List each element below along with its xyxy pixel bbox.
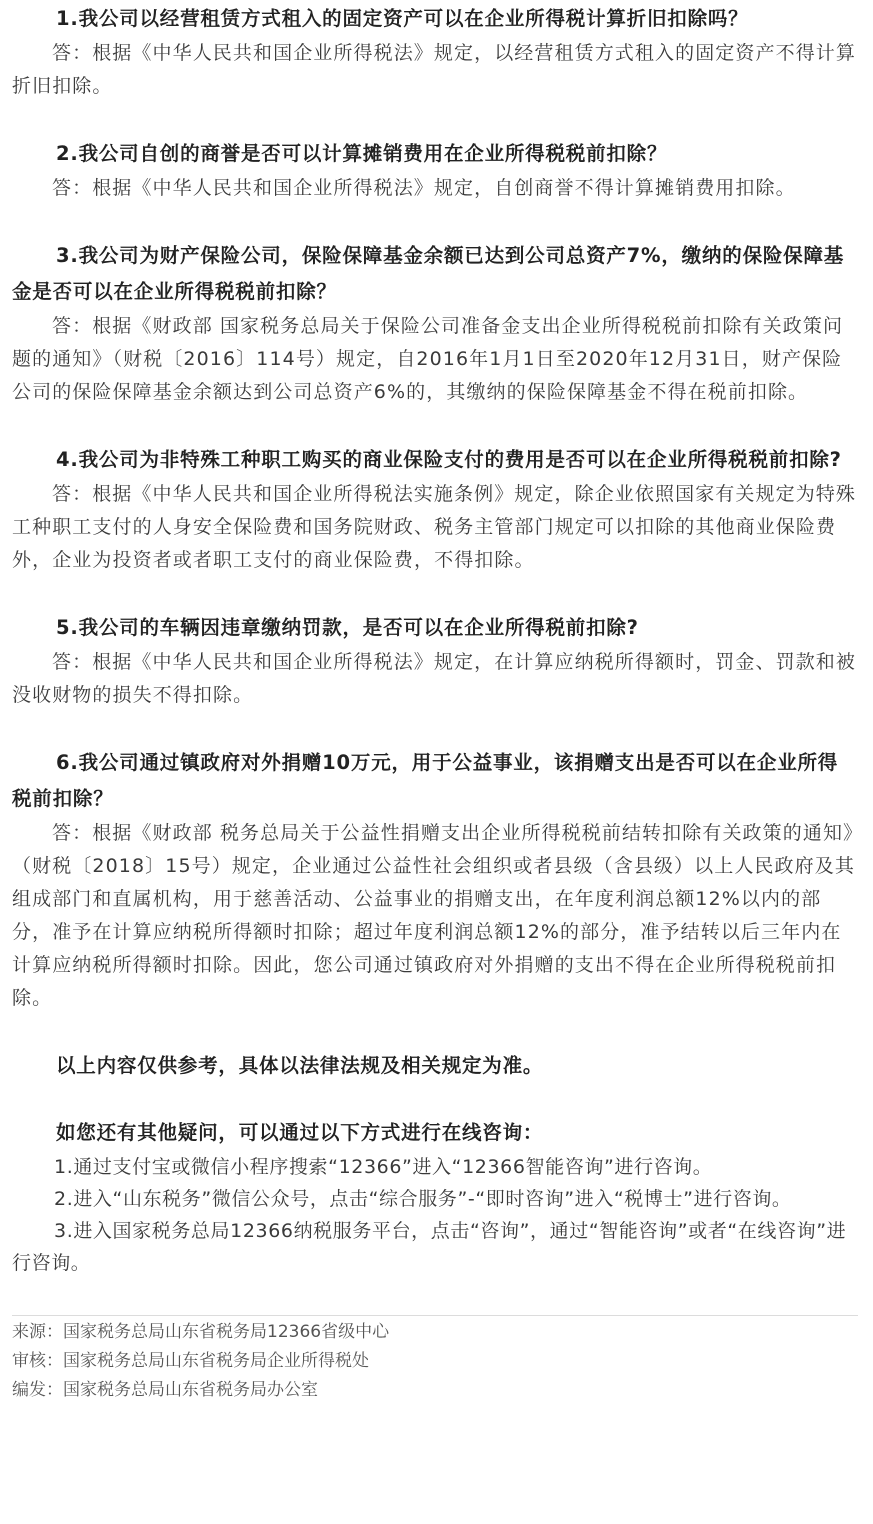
consult-heading: 如您还有其他疑问，可以通过以下方式进行在线咨询： bbox=[56, 1121, 544, 1144]
footer-source: 来源：国家税务总局山东省税务局12366省级中心 bbox=[12, 1322, 390, 1342]
answer-2: 答：根据《中华人民共和国企业所得税法》规定，自创商誉不得计算摊销费用扣除。 bbox=[52, 177, 796, 199]
disclaimer: 以上内容仅供参考，具体以法律法规及相关规定为准。 bbox=[56, 1054, 544, 1077]
answer-1: 答：根据《中华人民共和国企业所得税法》规定，以经营租赁方式租入的固定资产不得计算折旧扣除。 bbox=[12, 42, 857, 97]
footer-editor: 编发：国家税务总局山东省税务局办公室 bbox=[12, 1380, 318, 1400]
qa-item-4 bbox=[12, 442, 858, 577]
question-3: 3.我公司为财产保险公司，保险保障基金余额已达到公司总资产7%，缴纳的保险保障基金是否可以在企业所得税税前扣除？ bbox=[12, 244, 845, 303]
qa-item-2 bbox=[12, 136, 858, 205]
consult-section bbox=[12, 1115, 858, 1279]
footer bbox=[12, 1316, 858, 1405]
question-4: 4.我公司为非特殊工种职工购买的商业保险支付的费用是否可以在企业所得税税前扣除? bbox=[56, 448, 842, 471]
consult-way-2: 2.进入“山东税务”微信公众号，点击“综合服务”-“即时咨询”进入“税博士”进行咨询。 bbox=[54, 1188, 792, 1210]
consult-way-3: 3.进入国家税务总局12366纳税服务平台，点击“咨询”，通过“智能咨询”或者“在线咨询”进行咨询。 bbox=[12, 1220, 847, 1274]
qa-item-3 bbox=[12, 238, 858, 409]
consult-way-1: 1.通过支付宝或微信小程序搜索“12366”进入“12366智能咨询”进行咨询。 bbox=[54, 1156, 713, 1178]
article-body bbox=[12, 0, 858, 1405]
question-6: 6.我公司通过镇政府对外捐赠10万元，用于公益事业，该捐赠支出是否可以在企业所得税前扣除？ bbox=[12, 751, 839, 810]
qa-item-5 bbox=[12, 610, 858, 712]
question-5: 5.我公司的车辆因违章缴纳罚款，是否可以在企业所得税前扣除? bbox=[56, 616, 639, 639]
qa-item-6 bbox=[12, 745, 858, 1015]
footer-review: 审核：国家税务总局山东省税务局企业所得税处 bbox=[12, 1351, 369, 1371]
question-1: 1.我公司以经营租赁方式租入的固定资产可以在企业所得税计算折旧扣除吗？ bbox=[56, 7, 749, 30]
question-2: 2.我公司自创的商誉是否可以计算摊销费用在企业所得税税前扣除？ bbox=[56, 142, 668, 165]
answer-6: 答：根据《财政部 税务总局关于公益性捐赠支出企业所得税税前结转扣除有关政策的通知》（财税〔2018〕15号）规定，企业通过公益性社会组织或者县级（含县级）以上人民政府及其组成部门和直属机构，用于慈善活动、公益事业的捐赠支出，在年度利润总额12%以内的部分，准予在计算应纳税所得额时扣除；超过年度利润总额12%的部分，准予结转以后三年内在计算应纳税所得额时扣除。因此，您公司通过镇政府对外捐赠的支出不得在企业所得税税前扣除。 bbox=[12, 822, 855, 1009]
answer-4: 答：根据《中华人民共和国企业所得税法实施条例》规定，除企业依照国家有关规定为特殊工种职工支付的人身安全保险费和国务院财政、税务主管部门规定可以扣除的其他商业保险费外，企业为投资者或者职工支付的商业保险费，不得扣除。 bbox=[12, 483, 857, 571]
answer-5: 答：根据《中华人民共和国企业所得税法》规定，在计算应纳税所得额时，罚金、罚款和被没收财物的损失不得扣除。 bbox=[12, 651, 857, 706]
answer-3: 答：根据《财政部 国家税务总局关于保险公司准备金支出企业所得税税前扣除有关政策问题的通知》（财税〔2016〕114号）规定，自2016年1月1日至2020年12月31日，财产保险公司的保险保障基金余额达到公司总资产6%的，其缴纳的保险保障基金不得在税前扣除。 bbox=[12, 315, 844, 403]
qa-item-1 bbox=[12, 1, 858, 103]
